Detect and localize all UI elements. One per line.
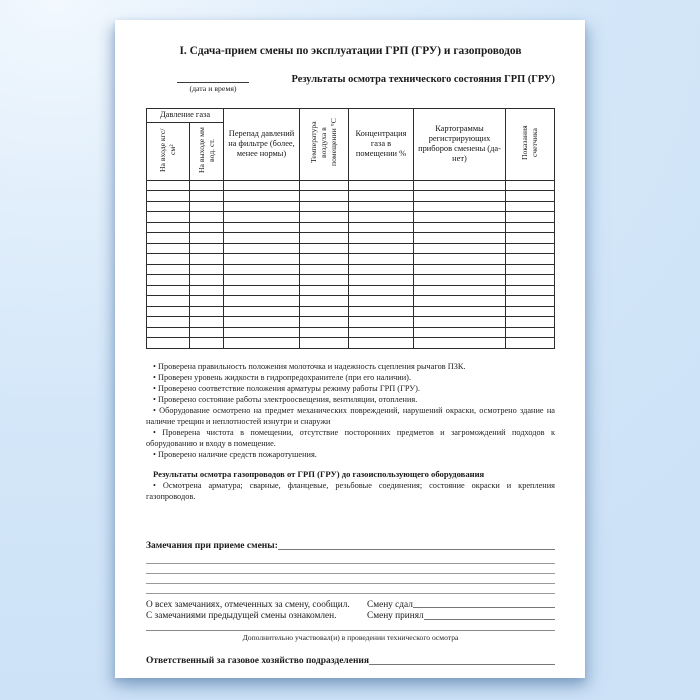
table-row [147,285,555,296]
col-header-gas-concentration: Концентрация газа в помещении % [349,109,414,181]
table-cell [349,327,414,338]
table-cell [414,264,506,275]
table-cell [414,180,506,191]
table-cell [506,296,555,307]
table-cell [300,264,349,275]
table-cell [147,327,190,338]
table-cell [147,306,190,317]
table-cell [349,222,414,233]
table-cell [349,338,414,349]
table-row [147,222,555,233]
table-cell [190,254,224,265]
table-cell [147,243,190,254]
date-time-caption: (дата и время) [189,84,237,93]
table-cell [414,233,506,244]
table-cell [224,285,300,296]
shift-handed-over-underline [413,607,555,608]
table-cell [147,275,190,286]
table-cell [414,296,506,307]
table-cell [414,327,506,338]
table-cell [349,317,414,328]
table-cell [190,243,224,254]
responsible-field [146,655,555,667]
section2-heading: Результаты осмотра газопроводов от ГРП (ГРУ) до газоиспользующего оборудования [153,468,485,479]
statement-row [146,600,555,611]
table-cell [300,306,349,317]
table-cell [506,191,555,202]
form-title: I. Сдача-прием смены по эксплуатации ГРП (ГРУ) и газопроводов [179,45,522,57]
table-cell [349,243,414,254]
table-row [147,296,555,307]
table-cell [506,243,555,254]
table-cell [147,212,190,223]
checklist-item: • Проверена чистота в помещении, отсутствие посторонних предметов и загромождений подходов к оборудованию и входу в помещение. [146,427,555,449]
table-cell [300,212,349,223]
shift-accepted-underline [424,619,555,620]
shift-accepted-label: Смену принял [367,611,424,622]
table-cell [414,275,506,286]
table-cell [300,233,349,244]
table-cell [190,317,224,328]
table-row [147,264,555,275]
table-cell [506,254,555,265]
table-cell [349,180,414,191]
shift-handed-over-label: Смену сдал [367,599,413,610]
table-cell [414,254,506,265]
col-header-meter-readings: Показания счетчика [506,109,555,181]
table-cell [506,201,555,212]
dateline-row [146,67,555,107]
checklist-item: • Проверено наличие средств пожаротушения. [146,449,555,460]
table-cell [349,285,414,296]
table-cell [190,338,224,349]
table-cell [147,222,190,233]
table-cell [414,222,506,233]
table-cell [190,327,224,338]
table-cell [506,233,555,244]
table-cell [147,285,190,296]
table-cell [190,264,224,275]
table-cell [414,243,506,254]
section1-heading: Результаты осмотра технического состояния ГРП (ГРУ) [291,74,555,85]
col-header-outlet-pressure: На выходе мм вод. ст. [190,123,224,181]
responsible-label: Ответственный за газовое хозяйство подразделения [146,655,370,666]
table-cell [349,264,414,275]
table-cell [300,317,349,328]
table-cell [190,212,224,223]
table-cell [506,327,555,338]
table-cell [224,222,300,233]
table-cell [349,306,414,317]
table-row [147,212,555,223]
table-cell [506,338,555,349]
checklist-item: • Проверено состояние работы электроосвещения, вентиляции, отопления. [146,394,555,405]
table-cell [506,275,555,286]
table-row [147,275,555,286]
col-header-filter-drop: Перепад давлений на фильтре (более, менее нормы) [224,109,300,181]
remarks-field [146,540,555,552]
table-cell [300,285,349,296]
table-cell [349,233,414,244]
table-cell [147,191,190,202]
remarks-blank-lines [146,554,555,594]
table-cell [414,317,506,328]
table-cell [224,338,300,349]
table-row [147,243,555,254]
table-cell [147,180,190,191]
table-row [147,180,555,191]
table-cell [147,264,190,275]
remarks-blank-line [146,554,555,564]
col-header-air-temperature: Температура воздуха в помещении °С [300,109,349,181]
table-row [147,338,555,349]
table-cell [506,317,555,328]
table-cell [506,212,555,223]
remarks-label: Замечания при приеме смены: [146,540,278,551]
table-cell [349,201,414,212]
table-cell [224,212,300,223]
table-cell [506,285,555,296]
table-cell [224,306,300,317]
checklist-item: • Проверен уровень жидкости в гидропредохранителе (при его наличии). [146,372,555,383]
col-header-cartograms: Картограммы регистрирующих приборов сменены (да-нет) [414,109,506,181]
table-cell [414,191,506,202]
table-cell [224,201,300,212]
table-cell [147,317,190,328]
table-cell [300,243,349,254]
inspection-table-body [147,180,555,348]
remarks-blank-line [146,574,555,584]
table-cell [349,191,414,202]
col-header-inlet-pressure: На входе кгс/см² [147,123,190,181]
table-cell [506,222,555,233]
table-cell [190,233,224,244]
table-cell [190,275,224,286]
table-cell [190,306,224,317]
table-cell [414,306,506,317]
table-cell [190,296,224,307]
table-cell [506,306,555,317]
table-cell [190,201,224,212]
responsible-underline [369,664,555,665]
table-cell [147,254,190,265]
table-row [147,306,555,317]
grp-checklist [146,361,555,460]
table-cell [190,180,224,191]
table-cell [224,327,300,338]
table-cell [349,254,414,265]
table-cell [224,243,300,254]
table-cell [224,180,300,191]
table-cell [300,338,349,349]
inspection-results-table [146,108,555,349]
table-cell [506,180,555,191]
remarks-underline [278,549,555,550]
table-cell [349,296,414,307]
table-cell [300,275,349,286]
table-row [147,317,555,328]
table-cell [147,233,190,244]
table-cell [300,191,349,202]
additional-participants-caption: Дополнительно участвовал(и) в проведении технического осмотра [146,630,555,642]
table-cell [147,338,190,349]
table-cell [224,191,300,202]
col-group-gas-pressure: Давление газа [147,109,224,123]
table-cell [224,275,300,286]
checklist-item: • Осмотрена арматура; сварные, фланцевые, резьбовые соединения; состояние окраски и крепления газопроводов. [146,480,555,502]
table-row [147,201,555,212]
scanned-form-page [115,20,585,678]
table-cell [224,296,300,307]
table-row [147,191,555,202]
checklist-item: • Проверено соответствие положения арматуры режиму работы ГРП (ГРУ). [146,383,555,394]
checklist-item: • Проверена правильность положения молоточка и надежность сцепления рычагов ПЗК. [146,361,555,372]
table-row [147,254,555,265]
table-row [147,327,555,338]
table-cell [224,254,300,265]
table-cell [224,317,300,328]
table-cell [300,254,349,265]
table-cell [300,327,349,338]
statement-row [146,611,555,622]
table-cell [147,201,190,212]
table-cell [190,285,224,296]
table-cell [300,296,349,307]
table-cell [190,222,224,233]
table-cell [190,191,224,202]
table-cell [414,285,506,296]
statement-text: О всех замечаниях, отмеченных за смену, сообщил. [146,599,350,610]
shift-statements [146,600,555,622]
table-cell [224,264,300,275]
statement-text: С замечаниями предыдущей смены ознакомлен. [146,611,337,622]
table-cell [300,222,349,233]
date-time-field [177,78,249,93]
remarks-blank-line [146,564,555,574]
table-cell [414,212,506,223]
table-cell [414,201,506,212]
table-cell [300,180,349,191]
table-cell [414,338,506,349]
table-cell [349,275,414,286]
table-row [147,233,555,244]
remarks-blank-line [146,584,555,594]
table-cell [147,296,190,307]
table-cell [349,212,414,223]
checklist-item: • Оборудование осмотрено на предмет механических повреждений, нарушений окраски, осмотрено здание на наличие трещин и неплотностей изнутри и снаружи [146,405,555,427]
table-cell [506,264,555,275]
table-cell [224,233,300,244]
table-cell [300,201,349,212]
